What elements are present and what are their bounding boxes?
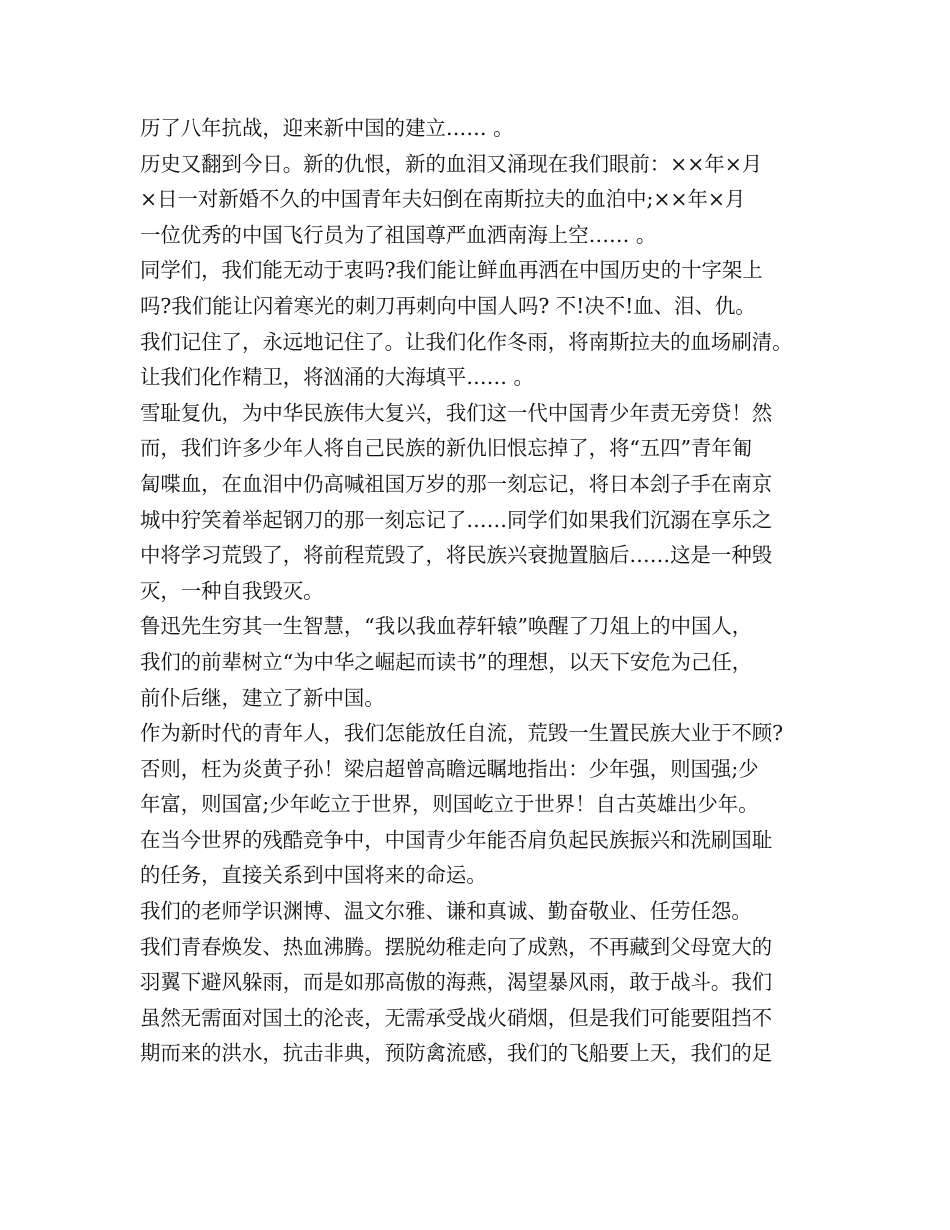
text-line: 让我们化作精卫，将汹涌的大海填平…… 。 (140, 365, 534, 390)
text-line: 前仆后继，建立了新中国。 (140, 685, 385, 710)
text-line: 的任务，直接关系到中国将来的命运。 (140, 863, 487, 888)
text-line: 我们青春焕发、热血沸腾。摆脱幼稚走向了成熟，不再藏到父母宽大的 (140, 934, 773, 959)
text-line: 而，我们许多少年人将自己民族的新仇旧恨忘掉了，将“五四”青年匍 (140, 436, 753, 461)
text-line: 我们的老师学识渊博、温文尔雅、谦和真诚、勤奋敬业、任劳任怨。 (140, 899, 752, 924)
text-line: ×日一对新婚不久的中国青年夫妇倒在南斯拉夫的血泊中;××年×月 (140, 187, 746, 212)
text-line: 我们的前辈树立“为中华之崛起而读书”的理想，以天下安危为己任， (140, 649, 753, 674)
document-body (140, 111, 820, 1072)
text-line: 雪耻复仇，为中华民族伟大复兴，我们这一代中国青少年责无旁贷！然 (140, 400, 773, 425)
text-line: 历了八年抗战，迎来新中国的建立…… 。 (140, 116, 514, 140)
text-line: 城中狞笑着举起钢刀的那一刻忘记了……同学们如果我们沉溺在享乐之 (140, 507, 773, 532)
text-line: 虽然无需面对国土的沦丧，无需承受战火硝烟，但是我们可能要阻挡不 (140, 1005, 773, 1030)
text-line: 灭，一种自我毁灭。 (140, 578, 324, 603)
text-line: 一位优秀的中国飞行员为了祖国尊严血洒南海上空…… 。 (140, 222, 657, 247)
text-line: 在当今世界的残酷竞争中，中国青少年能否肩负起民族振兴和洗刷国耻 (140, 827, 773, 852)
text-line: 年富，则国富;少年屹立于世界，则国屹立于世界！自古英雄出少年。 (140, 792, 759, 817)
text-line: 我们记住了，永远地记住了。让我们化作冬雨，将南斯拉夫的血场刷清。 (140, 329, 793, 354)
text-line: 鲁迅先生穷其一生智慧，“我以我血荐轩辕”唤醒了刀俎上的中国人， (140, 614, 753, 639)
text-line: 历史又翻到今日。新的仇恨，新的血泪又涌现在我们眼前：××年×月 (140, 151, 763, 176)
text-line: 吗?我们能让闪着寒光的刺刀再刺向中国人吗? 不!决不!血、泪、仇。 (140, 293, 756, 318)
text-line: 作为新时代的青年人，我们怎能放任自流，荒毁一生置民族大业于不顾? (140, 721, 784, 746)
text-line: 羽翼下避风躲雨，而是如那高傲的海燕，渴望暴风雨，敢于战斗。我们 (140, 970, 773, 995)
text-line: 否则，枉为炎黄子孙！梁启超曾高瞻远瞩地指出：少年强，则国强;少 (140, 756, 759, 781)
text-line: 匐喋血，在血泪中仍高喊祖国万岁的那一刻忘记，将日本刽子手在南京 (140, 471, 773, 496)
text-line: 期而来的洪水，抗击非典，预防禽流感，我们的飞船要上天，我们的足 (140, 1041, 773, 1066)
text-line: 中将学习荒毁了，将前程荒毁了，将民族兴衰抛置脑后……这是一种毁 (140, 543, 773, 568)
text-line: 同学们，我们能无动于衷吗?我们能让鲜血再洒在中国历史的十字架上 (140, 258, 763, 283)
